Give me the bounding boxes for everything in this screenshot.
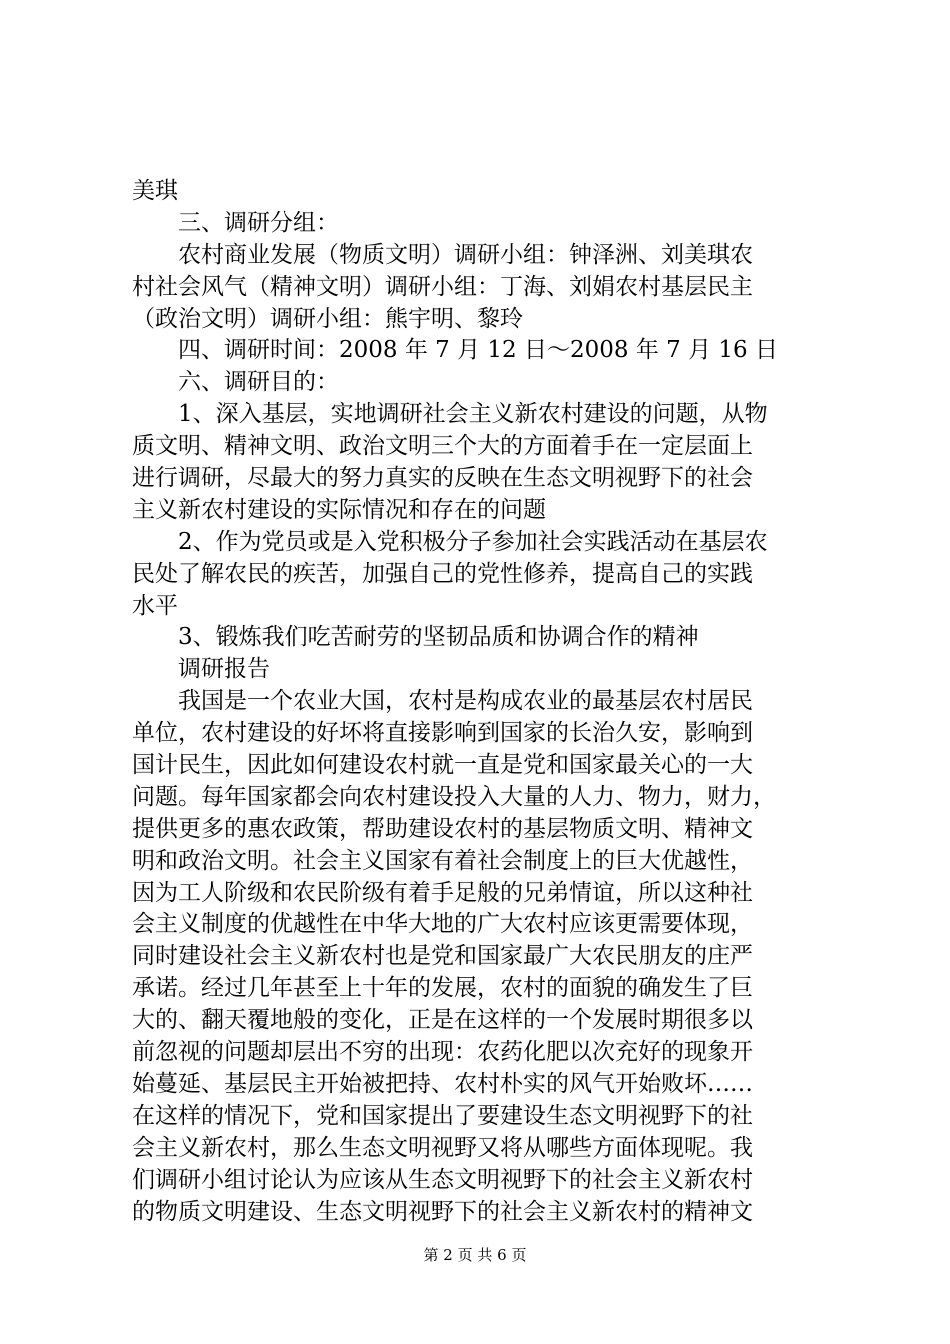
- text-line: 因为工人阶级和农民阶级有着手足般的兄弟情谊，所以这种社: [132, 879, 753, 906]
- text-line: 主义新农村建设的实际情况和存在的问题: [132, 496, 546, 523]
- text-line: 会主义制度的优越性在中华大地的广大农村应该更需要体现，: [132, 911, 753, 938]
- text-line: 承诺。经过几年甚至上十年的发展，农村的面貌的确发生了巨: [132, 975, 753, 1002]
- text-line: 同时建设社会主义新农村也是党和国家最广大农民朋友的庄严: [132, 943, 753, 970]
- page-footer: [0, 1244, 950, 1265]
- text-line: 会主义新农村，那么生态文明视野又将从哪些方面体现呢。我: [132, 1134, 753, 1161]
- text-line: 在这样的情况下，党和国家提出了要建设生态文明视野下的社: [132, 1102, 753, 1129]
- text-line: 单位，农村建设的好坏将直接影响到国家的长治久安，影响到: [132, 720, 753, 747]
- text-line: 美琪: [132, 178, 178, 204]
- body-text: [132, 176, 832, 1228]
- text-line: 大的、翻天覆地般的变化，正是在这样的一个发展时期很多以: [132, 1007, 753, 1034]
- text-line: 2、作为党员或是入党积极分子参加社会实践活动在基层农: [132, 528, 768, 555]
- text-line: 四、调研时间：2008 年 7 月 12 日～2008 年 7 月 16 日: [132, 337, 778, 364]
- text-line: 始蔓延、基层民主开始被把持、农村朴实的风气开始败坏……: [132, 1070, 753, 1097]
- text-line: 3、锻炼我们吃苦耐劳的坚韧品质和协调合作的精神: [132, 624, 699, 651]
- text-line: 农村商业发展（物质文明）调研小组：钟泽洲、刘美琪农: [132, 241, 753, 268]
- text-line: 我国是一个农业大国，农村是构成农业的最基层农村居民: [132, 688, 753, 715]
- text-line: 的物质文明建设、生态文明视野下的社会主义新农村的精神文: [132, 1198, 753, 1225]
- text-line: 1、深入基层，实地调研社会主义新农村建设的问题，从物: [132, 401, 768, 428]
- text-line: 提供更多的惠农政策，帮助建设农村的基层物质文明、精神文: [132, 815, 753, 842]
- text-line: 三、调研分组：: [132, 209, 339, 236]
- text-line: 六、调研目的：: [132, 369, 339, 396]
- text-line: 水平: [132, 592, 178, 619]
- page-number-label: 第 2 页 共 6 页: [423, 1246, 527, 1264]
- text-line: 前忽视的问题却层出不穷的出现：农药化肥以次充好的现象开: [132, 1039, 753, 1066]
- text-line: 进行调研，尽最大的努力真实的反映在生态文明视野下的社会: [132, 465, 753, 492]
- text-line: 村社会风气（精神文明）调研小组：丁海、刘娟农村基层民主: [132, 273, 753, 300]
- text-line: （政治文明）调研小组：熊宇明、黎玲: [132, 305, 523, 332]
- section-heading: 调研报告: [132, 656, 270, 683]
- text-line: 们调研小组讨论认为应该从生态文明视野下的社会主义新农村: [132, 1166, 753, 1193]
- text-line: 民处了解农民的疾苦，加强自己的党性修养，提高自己的实践: [132, 560, 753, 587]
- text-line: 明和政治文明。社会主义国家有着社会制度上的巨大优越性，: [132, 847, 753, 874]
- text-line: 质文明、精神文明、政治文明三个大的方面着手在一定层面上: [132, 433, 753, 460]
- text-line: 问题。每年国家都会向农村建设投入大量的人力、物力，财力，: [132, 783, 776, 810]
- text-line: 国计民生，因此如何建设农村就一直是党和国家最关心的一大: [132, 752, 753, 779]
